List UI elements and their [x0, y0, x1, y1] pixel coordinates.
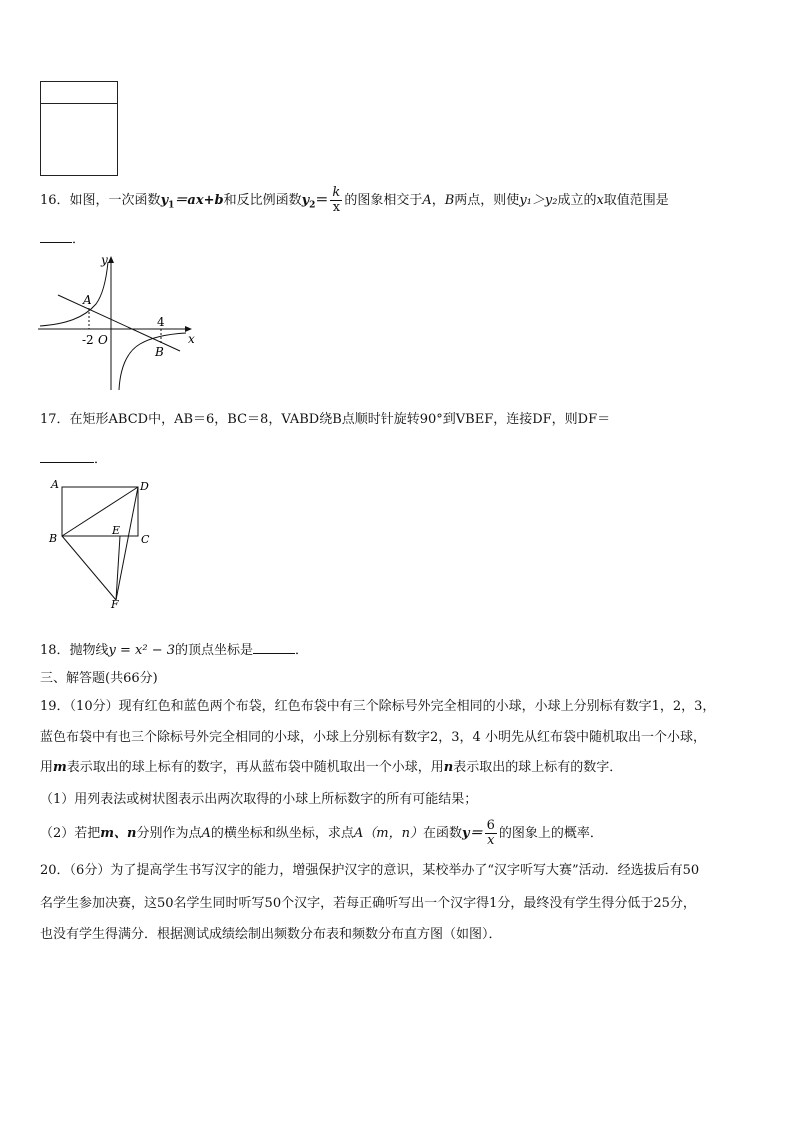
- q16-label-A: A: [83, 293, 92, 307]
- q20-line-3: 也没有学生得满分．根据测试成绩绘制出频数分布表和频数分布直方图（如图）．: [40, 927, 502, 942]
- header-box-divider: [41, 103, 117, 104]
- q17-label-E: E: [112, 524, 121, 537]
- q16-hyperbola-right: [119, 333, 186, 390]
- q17-label-B: B: [49, 532, 58, 545]
- q19-fraction: $\frac{6}{x}$: [486, 818, 495, 848]
- q19-sub-1: （1）用列表法或树状图表示出两次取得的小球上所标数字的所有可能结果；: [40, 792, 478, 807]
- q17-label-F: F: [111, 598, 119, 610]
- q17-answer-blank[interactable]: [40, 448, 94, 463]
- q19-line-2: 蓝色布袋中有也三个除标号外完全相同的小球，小球上分别标有数字2，3，4 小明先从红布袋中随机取出一个小球，: [40, 730, 706, 745]
- q16-y-arrow: [108, 256, 114, 263]
- q16-label-B: B: [155, 345, 164, 359]
- header-box: [40, 81, 118, 176]
- q19-line-1: 19．（10分）现有红色和蓝色两个布袋，红色布袋中有三个除标号外完全相同的小球，小球上分别标有数字1，2，3，: [40, 699, 716, 714]
- q17-label-A: A: [51, 478, 59, 491]
- section-3-heading: 三、解答题(共66分): [40, 671, 158, 686]
- q19-line-3: 用m表示取出的球上标有的数字，再从蓝布袋中随机取出一个小球，用n表示取出的球上标有的数字．: [40, 760, 623, 775]
- q18-statement: 18．抛物线y = x² − 3的顶点坐标是 ．: [40, 639, 308, 660]
- q16-label-x: x: [188, 332, 195, 346]
- q16-label-neg2: -2: [82, 333, 94, 347]
- q16-label-y: y: [101, 253, 108, 267]
- q17-label-C: C: [141, 533, 150, 546]
- q20-line-1: 20．（6分）为了提高学生书写汉字的能力，增强保护汉字的意识，某校举办了“汉字听写大赛”活动．经选拔后有50: [40, 863, 700, 878]
- q17-answer-line: ．: [40, 448, 107, 469]
- q17-label-D: D: [140, 480, 149, 493]
- q17-diagonal-BD: [62, 487, 138, 536]
- q17-figure: [44, 474, 156, 610]
- q16-figure: [36, 252, 200, 394]
- q16-statement: 16．如图，一次函数$y_1=ax+b$和反比例函数$y_2=$ $\frac{k}{x}$ 的图象相交于A，B两点，则使y₁＞y₂成立的x取值范围是: [40, 185, 669, 215]
- q16-answer-blank[interactable]: [40, 228, 72, 243]
- q18-answer-blank[interactable]: [253, 639, 295, 654]
- q20-line-2: 名学生参加决赛，这50名学生同时听写50个汉字，若每正确听写出一个汉字得1分，最终没有学生得分低于25分，: [40, 896, 696, 911]
- q16-label-4: 4: [157, 315, 165, 329]
- q17-segment-BF: [62, 536, 116, 600]
- q16-label-O: O: [98, 333, 108, 347]
- q17-statement: 17．在矩形ABCD中，AB＝6，BC＝8，VABD绕B点顺时针旋转90°到VBEF，连接DF，则DF＝: [40, 412, 611, 427]
- q19-sub-2: （2）若把m、n分别作为点A的横坐标和纵坐标，求点A（m，n）在函数y＝ $\frac{6}{x}$ 的图象上的概率．: [40, 818, 603, 848]
- q16-fraction: $\frac{k}{x}$: [332, 185, 341, 215]
- q16-hyperbola-left: [40, 262, 108, 326]
- q16-answer-line: ．: [40, 228, 85, 249]
